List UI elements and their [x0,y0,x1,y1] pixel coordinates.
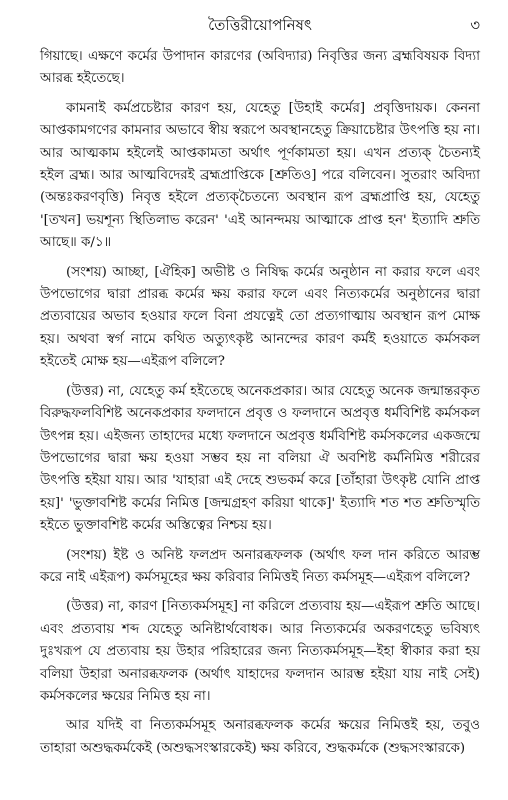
paragraph-final: আর যদিই বা নিত্যকর্মসমূহ অনারব্ধফলক কর্মের ক্ষয়ের নিমিত্তই হয়, তবুও তাহারা অশুদ্ধকর্মকেই (অশুদ্ধসংস্কারকেই) ক্ষয় করিবে, শুদ্ধকর্মকে (শুদ্ধসংস্কারকে) [40,718,480,756]
page-number: ৩ [470,16,480,34]
page-header [40,14,480,36]
paragraph-desire: কামনাই কর্মপ্রচেষ্টার কারণ হয়, যেহেতু [উহাই কর্মের] প্রবৃত্তিদায়ক। কেননা আপ্তকামগণের কামনার অভাবে স্বীয় স্বরূপে অবস্থানহেতু ক্রিয়াচেষ্টার উৎপত্তি হয় না। আর আত্মকাম হইলেই আপ্তকামতা অর্থাৎ পূর্ণকামতা হয়। এখন প্রত্যক্ চৈতন্যই হইল ব্রহ্ম। আর আত্মবিদেরই ব্রহ্মপ্রাপ্তিকে [শ্রুতিও] পরে বলিবেন। সুতরাং অবিদ্যা (অন্তঃকরণবৃত্তি) নিবৃত্ত হইলে প্রত্যক্‌চৈতন্যে অবস্থান রূপ ব্রহ্মপ্রাপ্তি হয়, যেহেতু '[তখন] ভয়শূন্য স্থিতিলাভ করেন' 'এই আনন্দময় আত্মাকে প্রাপ্ত হন' ইত্যাদি শ্রুতি আছে॥ ক/১॥ [40,100,480,251]
paragraph-continuation: গিয়াছে। এক্ষণে কর্মের উপাদান কারণের (অবিদ্যার) নিবৃত্তির জন্য ব্রহ্মবিষয়ক বিদ্যা আরব্ধ হইতেছে। [40,49,480,87]
paragraph-answer-2: (উত্তর) না, কারণ [নিত্যকর্মসমূহ] না করিলে প্রত্যবায় হয়—এইরূপ শ্রুতি আছে। এবং প্রত্যবায় শব্দ যেহেতু অনিষ্টার্থবোধক। আর নিত্যকর্মের অকরণহেতু ভবিষ্যৎ দুঃখরূপ যে প্রত্যবায় হয় উহার পরিহারের জন্য নিত্যকর্মসমূহ—ইহা স্বীকার করা হয় বলিয়া উহারা অনারব্ধফলক (অর্থাৎ যাহাদের ফলদান আরম্ভ হইয়া যায় নাই সেই) কর্মসকলের ক্ষয়ের নিমিত্ত হয় না। [40,599,480,704]
paragraph-doubt-1: (সংশয়) আচ্ছা, [ঐহিক] অভীষ্ট ও নিষিদ্ধ কর্মের অনুষ্ঠান না করার ফলে এবং উপভোগের দ্বারা প্রারব্ধ কর্মের ক্ষয় করার ফলে এবং নিত্যকর্মের অনুষ্ঠানের দ্বারা প্রত্যবায়ের অভাব হওয়ার ফলে বিনা প্রযত্নেই তো প্রত্যগাত্মায় অবস্থান রূপ মোক্ষ হয়। অথবা স্বর্গ নামে কথিত অত্যুৎকৃষ্ট আনন্দের কারণ কর্মই হওয়াতে কর্মসকল হইতেই মোক্ষ হয়—এইরূপ বলিলে? [40,264,480,370]
paragraph-answer-1: (উত্তর) না, যেহেতু কর্ম হইতেছে অনেকপ্রকার। আর যেহেতু অনেক জন্মান্তরকৃত বিরুদ্ধফলবিশিষ্ট অনেকপ্রকার ফলদানে প্রবৃত্ত ও ফলদানে অপ্রবৃত্ত ধর্মবিশিষ্ট কর্মসকল উৎপন্ন হয়। এইজন্য তাহাদের মধ্যে ফলদানে অপ্রবৃত্ত ধর্মবিশিষ্ট কর্মসকলের একজন্মে উপভোগের দ্বারা ক্ষয় হওয়া সম্ভব হয় না বলিয়া ঐ অবশিষ্ট কর্মনিমিত্ত শরীরের উৎপত্তি হইয়া যায়। আর 'যাহারা এই দেহে শুভকর্ম করে [তাঁহারা উৎকৃষ্ট যোনি প্রাপ্ত হয়]' 'ভুক্তাবশিষ্ট কর্মের নিমিত্ত [জন্মগ্রহণ করিয়া থাকে]' ইত্যাদি শত শত শ্রুতিস্মৃতি হইতে ভুক্তাবশিষ্ট কর্মের অস্তিত্বের নিশ্চয় হয়। [40,383,480,534]
running-title: তৈত্তিরীয়োপনিষৎ [208,16,312,34]
body-text [40,46,480,760]
paragraph-doubt-2: (সংশয়) ইষ্ট ও অনিষ্ট ফলপ্রদ অনারব্ধফলক (অর্থাৎ ফল দান করিতে আরম্ভ করে নাই এইরূপ) কর্মসমূহের ক্ষয় করিবার নিমিত্তই নিত্য কর্মসমূহ—এইরূপ বলিলে? [40,547,480,585]
